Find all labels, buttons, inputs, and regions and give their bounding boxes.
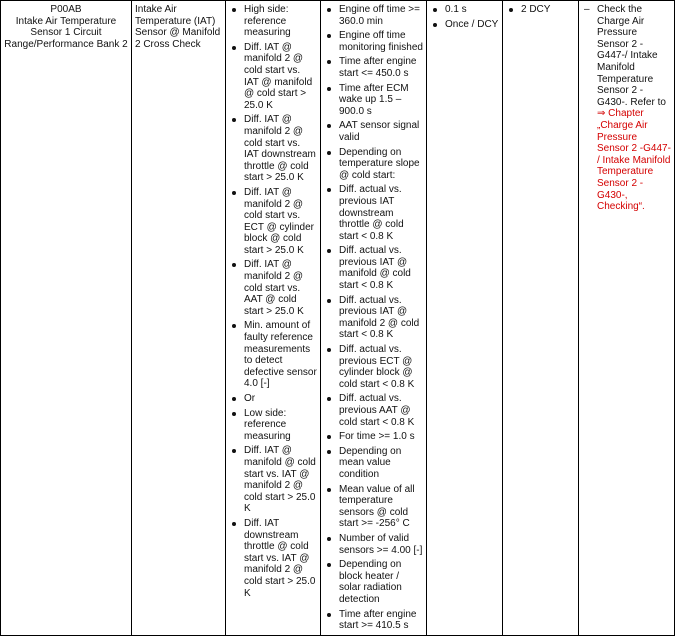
fault-criteria-item: Diff. IAT @ manifold @ cold start vs. IAT @ manifold 2 @ cold start > 25.0 K	[229, 445, 317, 515]
remarks-text: Check the Charge Air Pressure Sensor 2 -G447-/ Intake Manifold Temperature Sensor 2 -G430-. Refer to	[597, 4, 666, 108]
fault-criteria-item: Diff. IAT @ manifold 2 @ cold start vs. ECT @ cylinder block @ cold start > 25.0 K	[229, 187, 317, 257]
enabling-condition-item: Diff. actual vs. previous IAT downstream throttle @ cold start < 0.8 K	[324, 184, 423, 242]
mil-illumination-list	[506, 4, 575, 16]
enabling-condition-item: Depending on temperature slope @ cold start:	[324, 147, 423, 182]
enabling-condition-item: Depending on mean value condition	[324, 446, 423, 481]
enabling-condition-item: Engine off time monitoring finished	[324, 30, 423, 53]
fault-criteria-item: Diff. IAT @ manifold 2 @ cold start vs. IAT downstream throttle @ cold start > 25.0 K	[229, 114, 317, 184]
enabling-conditions-list	[324, 4, 423, 632]
mil-illumination-cell	[503, 1, 579, 636]
fault-criteria-cell	[226, 1, 321, 636]
chapter-link[interactable]	[597, 108, 671, 212]
fault-criteria-item: Diff. IAT @ manifold 2 @ cold start vs. AAT @ cold start > 25.0 K	[229, 259, 317, 317]
enabling-condition-item: Time after engine start >= 410.5 s	[324, 609, 423, 632]
enabling-condition-item: AAT sensor signal valid	[324, 120, 423, 143]
enabling-condition-item: Time after engine start <= 450.0 s	[324, 56, 423, 79]
monitor-strategy-cell	[132, 1, 226, 636]
enabling-condition-item: Diff. actual vs. previous IAT @ manifold 2 @ cold start < 0.8 K	[324, 295, 423, 341]
chapter-link-text: Chapter „Charge Air Pressure Sensor 2 -G447- / Intake Manifold Temperature Sensor 2 -G430-, Checking“.	[597, 108, 671, 213]
link-arrow-icon: ⇒	[597, 108, 606, 120]
remarks-cell	[579, 1, 675, 636]
time-required-list	[430, 4, 499, 30]
enabling-condition-item: Diff. actual vs. previous ECT @ cylinder block @ cold start < 0.8 K	[324, 344, 423, 390]
fault-criteria-item: Diff. IAT downstream throttle @ cold start vs. IAT @ manifold 2 @ cold start > 25.0 K	[229, 518, 317, 599]
time-required-item: Once / DCY	[430, 19, 499, 31]
enabling-condition-item: Diff. actual vs. previous IAT @ manifold @ cold start < 0.8 K	[324, 245, 423, 291]
enabling-conditions-cell	[321, 1, 427, 636]
monitor-strategy-text: Intake Air Temperature (IAT) Sensor @ Manifold 2 Cross Check	[135, 4, 221, 50]
time-required-cell	[427, 1, 503, 636]
enabling-condition-item: For time >= 1.0 s	[324, 431, 423, 443]
fault-criteria-list	[229, 4, 317, 599]
remarks-item	[582, 4, 671, 213]
enabling-condition-item: Depending on block heater / solar radiation detection	[324, 559, 423, 605]
fault-code-cell	[1, 1, 132, 636]
table-row	[1, 1, 675, 636]
mil-illumination-item: 2 DCY	[506, 4, 575, 16]
remarks-list	[582, 4, 671, 213]
fault-description: Intake Air Temperature Sensor 1 Circuit Range/Performance Bank 2	[4, 15, 128, 50]
fault-criteria-item: Min. amount of faulty reference measurements to detect defective sensor 4.0 [-]	[229, 320, 317, 390]
enabling-condition-item: Number of valid sensors >= 4.00 [-]	[324, 533, 423, 556]
fault-criteria-item: Diff. IAT @ manifold 2 @ cold start vs. IAT @ manifold @ cold start > 25.0 K	[229, 42, 317, 112]
fault-criteria-item: Low side: reference measuring	[229, 408, 317, 443]
fault-criteria-item: Or	[229, 393, 317, 405]
enabling-condition-item: Time after ECM wake up 1.5 – 900.0 s	[324, 83, 423, 118]
enabling-condition-item: Engine off time >= 360.0 min	[324, 4, 423, 27]
enabling-condition-item: Mean value of all temperature sensors @ cold start >= -256° C	[324, 484, 423, 530]
time-required-item: 0.1 s	[430, 4, 499, 16]
fault-criteria-item: High side: reference measuring	[229, 4, 317, 39]
enabling-condition-item: Diff. actual vs. previous AAT @ cold start < 0.8 K	[324, 393, 423, 428]
fault-code: P00AB	[50, 4, 82, 15]
